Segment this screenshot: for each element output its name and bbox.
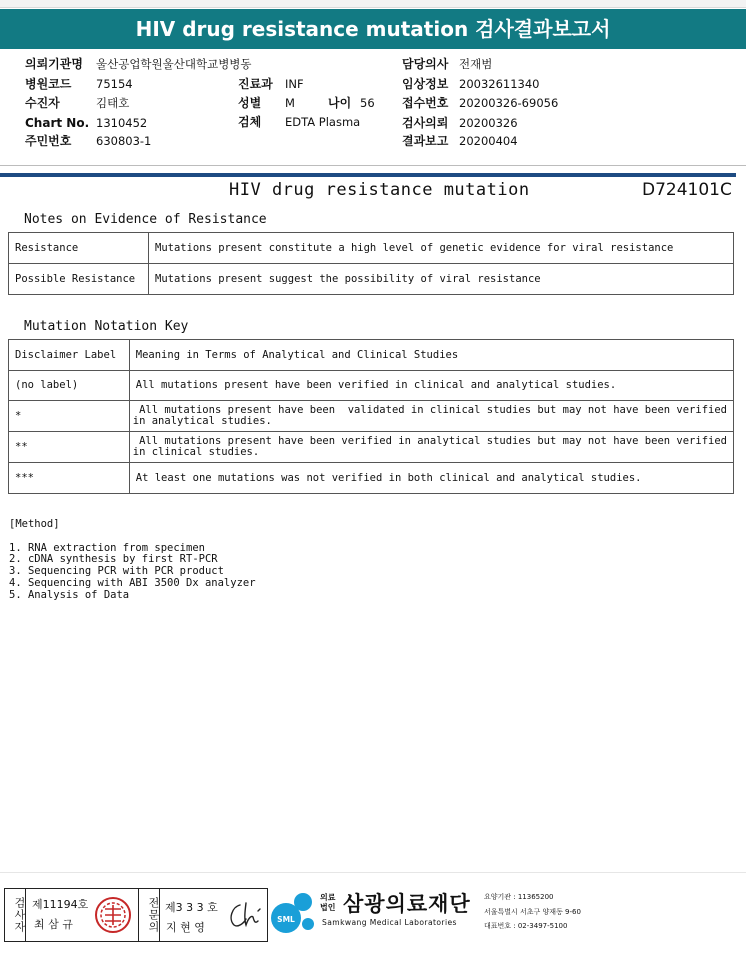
org-english-name: Samkwang Medical Laboratories <box>322 918 457 927</box>
notation-table <box>8 339 734 494</box>
examiner-license: 제11194호 <box>32 898 89 911</box>
recipient-value: 김태호 <box>96 96 130 110</box>
doctor-value: 전재범 <box>459 57 493 71</box>
signature-box <box>4 888 268 942</box>
top-strip <box>0 0 746 8</box>
footer-divider <box>0 872 746 873</box>
org-type: 의료 법인 <box>320 893 336 912</box>
notation-label: (no label) <box>9 371 130 401</box>
evidence-table <box>8 232 734 295</box>
receipt-no-label: 접수번호 <box>402 96 449 110</box>
doctor-label: 담당의사 <box>402 57 449 71</box>
column-header: Disclaimer Label <box>9 340 130 371</box>
request-date-value: 20200326 <box>459 116 518 130</box>
report-code: D724101C <box>642 180 732 200</box>
sex-label: 성별 <box>238 96 262 110</box>
evidence-label: Resistance <box>9 233 149 264</box>
age-value: 56 <box>360 96 375 110</box>
request-date-label: 검사의뢰 <box>402 116 449 130</box>
notation-meaning: All mutations present have been validated in clinical studies but may not have been verified in analytical studies. <box>129 401 733 432</box>
evidence-meaning: Mutations present suggest the possibility of viral resistance <box>149 264 734 295</box>
age-label: 나이 <box>328 96 352 110</box>
report-title: HIV drug resistance mutation <box>229 180 530 200</box>
recipient-label: 수진자 <box>25 96 60 110</box>
notation-meaning: All mutations present have been verified in analytical studies but may not have been verified in clinical studies. <box>129 432 733 463</box>
org-name: 삼광의료재단 <box>343 892 471 916</box>
section-rule <box>0 173 736 177</box>
resident-no-value: 630803-1 <box>96 134 152 148</box>
signature-icon <box>224 899 264 933</box>
table-row <box>9 371 734 401</box>
care-code: 요양기관 : 11365200 <box>484 893 554 901</box>
method-step: 3. Sequencing PCR with PCR product <box>9 565 224 577</box>
table-row <box>9 463 734 494</box>
institution-value: 울산공업학원울산대학교병병동 <box>96 57 252 71</box>
examiner-label: 검사자 <box>5 889 26 941</box>
specimen-value: EDTA Plasma <box>285 115 361 129</box>
examiner-seal-icon <box>93 895 133 935</box>
notation-label: * <box>9 401 130 432</box>
table-row <box>9 401 734 432</box>
department-label: 진료과 <box>238 77 273 91</box>
report-date-value: 20200404 <box>459 134 518 148</box>
institution-label: 의뢰기관명 <box>25 57 83 71</box>
notation-section-title: Mutation Notation Key <box>24 319 189 334</box>
clinical-info-label: 임상정보 <box>402 77 449 91</box>
specialist-name: 지 현 영 <box>166 921 205 934</box>
table-row <box>9 432 734 463</box>
phone: 대표번호 : 02-3497-5100 <box>484 922 568 930</box>
table-header-row <box>9 340 734 371</box>
examiner-cell <box>26 889 139 941</box>
hospital-code-label: 병원코드 <box>25 77 72 91</box>
method-step: 5. Analysis of Data <box>9 589 130 601</box>
sml-logo-icon <box>270 888 318 942</box>
specialist-cell <box>160 889 267 941</box>
specialist-license: 제3 3 3 호 <box>165 901 218 914</box>
logo-text: SML <box>277 915 295 924</box>
chart-no-label: Chart No. <box>25 116 90 130</box>
method-step: 2. cDNA synthesis by first RT-PCR <box>9 553 218 565</box>
sex-value: M <box>285 96 295 110</box>
notation-label: ** <box>9 432 130 463</box>
notation-label: *** <box>9 463 130 494</box>
evidence-label: Possible Resistance <box>9 264 149 295</box>
clinical-info-value: 20032611340 <box>459 77 540 91</box>
notation-meaning: At least one mutations was not verified in both clinical and analytical studies. <box>129 463 733 494</box>
chart-no-value: 1310452 <box>96 116 148 130</box>
table-row <box>9 233 734 264</box>
method-title: [Method] <box>9 518 60 530</box>
receipt-no-value: 20200326-69056 <box>459 96 559 110</box>
notation-meaning: All mutations present have been verified in clinical and analytical studies. <box>129 371 733 401</box>
specimen-label: 검체 <box>238 115 262 129</box>
divider <box>0 165 746 166</box>
method-step: 1. RNA extraction from specimen <box>9 542 205 554</box>
hospital-code-value: 75154 <box>96 77 133 91</box>
specialist-label: 전문의 <box>139 889 160 941</box>
report-date-label: 결과보고 <box>402 134 449 148</box>
address: 서울특별시 서초구 양재동 9-60 <box>484 908 581 916</box>
examiner-name: 최 삼 규 <box>34 918 73 931</box>
method-step: 4. Sequencing with ABI 3500 Dx analyzer <box>9 577 256 589</box>
evidence-meaning: Mutations present constitute a high level of genetic evidence for viral resistance <box>149 233 734 264</box>
column-header: Meaning in Terms of Analytical and Clinical Studies <box>129 340 733 371</box>
report-header-title: HIV drug resistance mutation 검사결과보고서 <box>0 9 746 49</box>
resident-no-label: 주민번호 <box>25 134 72 148</box>
table-row <box>9 264 734 295</box>
department-value: INF <box>285 77 304 91</box>
evidence-section-title: Notes on Evidence of Resistance <box>24 212 267 227</box>
